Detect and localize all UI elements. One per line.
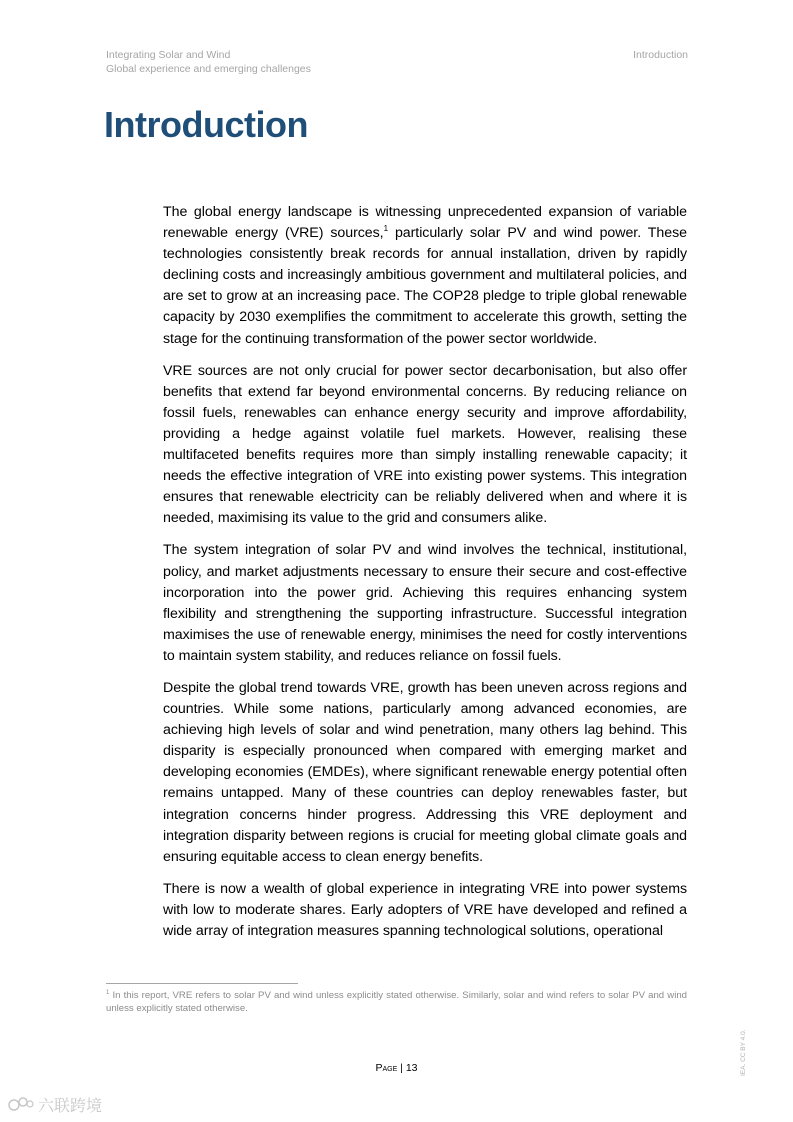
report-title: Integrating Solar and Wind	[106, 49, 231, 61]
paragraph-1-text-a: The global energy landscape is witnessing unprecedented expansion of variable renewable energy (VRE) sources,	[163, 204, 687, 242]
body-text	[163, 202, 687, 953]
paragraph-5: There is now a wealth of global experience in integrating VRE into power systems with low to moderate shares. Early adopters of VRE have developed and refined a wide array of integration measures spanning technological solutions, operational	[163, 880, 687, 939]
page-label: Page	[375, 1062, 398, 1074]
paragraph-4: Despite the global trend towards VRE, growth has been uneven across regions and countries. While some nations, particularly among advanced economies, are achieving high levels of solar and wind penetration, many others lag behind. This disparity is especially pronounced when compared with emerging market and developing economies (EMDEs), where significant renewable energy potential often remains untapped. Many of these countries can deploy renewables faster, but integration concerns hinder progress. Addressing this VRE deployment and integration disparity between regions is crucial for meeting global climate goals and ensuring equitable access to clean energy benefits.	[163, 679, 687, 865]
running-header	[106, 48, 311, 76]
footnote-reference[interactable]: 1	[383, 224, 388, 234]
license-note	[740, 1022, 750, 1076]
watermark-logo-icon	[6, 1092, 112, 1118]
paragraph-1	[163, 202, 687, 350]
page-number	[0, 1062, 793, 1074]
watermark	[6, 1092, 112, 1118]
paragraph-2: VRE sources are not only crucial for power sector decarbonisation, but also offer benefits that extend far beyond environmental concerns. By reducing reliance on fossil fuels, renewables can enhance energy security and improve affordability, providing a hedge against volatile fuel markets. However, realising these multifaceted benefits requires more than simply installing renewable capacity; it needs the effective integration of VRE into existing power systems. This integration ensures that renewable electricity can be reliably delivered when and where it is needed, maximising its value to the grid and consumers alike.	[163, 362, 687, 527]
footnote-text: In this report, VRE refers to solar PV and wind unless explicitly stated otherwise. Similarly, solar and wind refers to solar PV and wind unless explicitly stated otherwise.	[106, 990, 687, 1014]
footnote-marker: 1	[106, 990, 110, 996]
paragraph-3: The system integration of solar PV and wind involves the technical, institutional, policy, and market adjustments necessary to ensure their secure and cost-effective incorporation into the power grid. Achieving this requires enhancing system flexibility and strengthening the supporting infrastructure. Successful integration maximises the use of renewable energy, minimises the need for costly interventions to maintain system stability, and reduces reliance on fossil fuels.	[163, 542, 687, 664]
page-number-value: 13	[405, 1062, 418, 1074]
paragraph-1-text-b: particularly solar PV and wind power. These technologies consistently break records for annual installation, driven by rapidly declining costs and increasingly ambitious government and multilateral policies, and are set to grow at an increasing pace. The COP28 pledge to triple global renewable capacity by 2030 exemplifies the commitment to accelerate this growth, setting the stage for the continuing transformation of the power sector worldwide.	[163, 225, 687, 347]
footnote	[106, 990, 687, 1015]
footnote-divider	[106, 983, 298, 984]
report-subtitle: Global experience and emerging challenges	[106, 63, 311, 75]
page-title: Introduction	[104, 104, 308, 145]
license-text: IEA. CC BY 4.0.	[740, 1029, 747, 1076]
watermark-text: 六联跨境	[38, 1096, 103, 1115]
section-header: Introduction	[633, 49, 688, 61]
page-separator: |	[397, 1062, 406, 1074]
